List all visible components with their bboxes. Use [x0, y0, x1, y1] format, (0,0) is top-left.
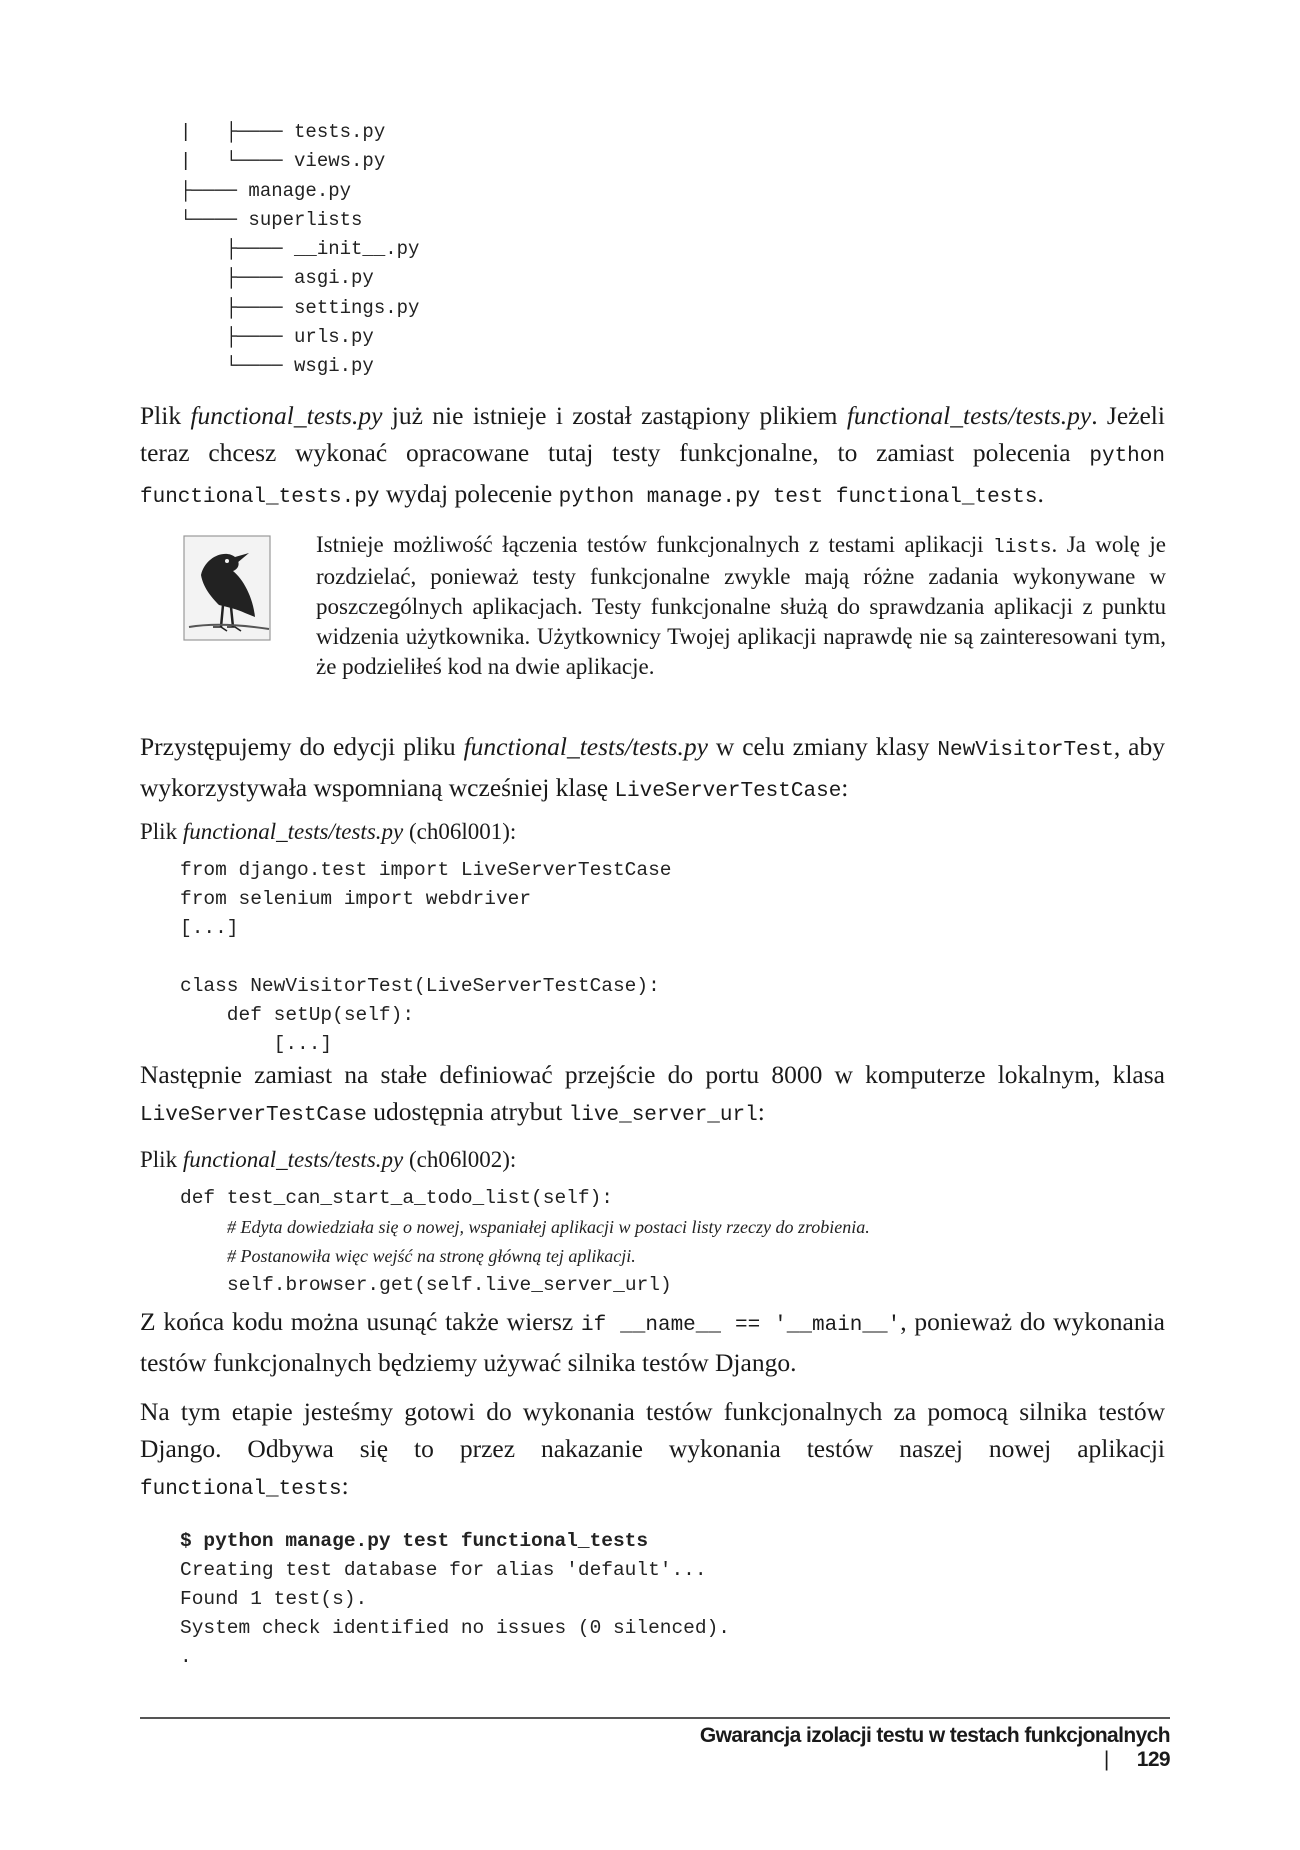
- code-line: [...]: [180, 917, 239, 939]
- code-caption: Plik functional_tests/tests.py (ch06l001):: [140, 819, 517, 844]
- paragraph-edit-tests: Przystępujemy do edycji pliku functional_tests/tests.py w celu zmiany klasy NewVisitorTest, aby wykorzystywała wspomnianą wcześniej klasę LiveServerTestCase:: [140, 732, 1165, 803]
- code-line: from django.test import LiveServerTestCase: [180, 859, 672, 881]
- terminal-output: [180, 1527, 730, 1672]
- inline-code: if __name__ == '__main__': [580, 1314, 901, 1337]
- inline-code: LiveServerTestCase: [140, 1104, 367, 1127]
- terminal-command: $ python manage.py test functional_tests: [180, 1530, 649, 1552]
- inline-code: lists: [993, 536, 1052, 558]
- footer-rule: [140, 1717, 1170, 1719]
- inline-code: python functional_tests.py: [140, 445, 1165, 509]
- paragraph-run-tests: Na tym etapie jesteśmy gotowi do wykonania testów funkcjonalnych za pomocą silnika testów Django. Odbywa się to przez nakazanie wykonania testów naszej nowej aplikacji functional_tests:: [140, 1397, 1165, 1501]
- tree-line: ├──── urls.py: [180, 326, 374, 349]
- paragraph-remove-main: Z końca kodu można usunąć także wiersz if __name__ == '__main__', ponieważ do wykonania testów funkcjonalnych będziemy używać silnika testów Django.: [140, 1307, 1165, 1377]
- filename: functional_tests/tests.py: [182, 819, 404, 844]
- code-caption: Plik functional_tests/tests.py (ch06l002):: [140, 1147, 517, 1172]
- tree-line: ├──── manage.py: [180, 179, 352, 202]
- tree-line: └──── wsgi.py: [180, 355, 374, 378]
- code-block-ch06l001: [180, 856, 671, 1059]
- filename: functional_tests.py: [190, 401, 383, 430]
- page-number: 129: [1136, 1748, 1170, 1771]
- code-line: [...]: [180, 1033, 333, 1055]
- filename: functional_tests/tests.py: [846, 401, 1092, 430]
- inline-code: live_server_url: [568, 1104, 758, 1127]
- tree-line: ├──── settings.py: [180, 296, 420, 319]
- terminal-line: System check identified no issues (0 silenced).: [180, 1617, 730, 1639]
- paragraph-live-server-url: Następnie zamiast na stałe definiować przejście do portu 8000 w komputerze lokalnym, klasa LiveServerTestCase udostępnia atrybut live_server_url:: [140, 1060, 1165, 1127]
- footer-separator: |: [1103, 1748, 1109, 1771]
- inline-code: NewVisitorTest: [937, 739, 1114, 762]
- filename: functional_tests/tests.py: [463, 732, 708, 761]
- paragraph-functional-tests-moved: Plik functional_tests.py już nie istnieje i został zastąpiony plikiem functional_tests/tests.py. Jeżeli teraz chcesz wykonać opracowane tutaj testy funkcjonalne, to zamiast polecenia python functional_tests.py wydaj polecenie python manage.py test functional_tests.: [140, 401, 1165, 509]
- code-line: self.browser.get(self.live_server_url): [227, 1274, 672, 1296]
- terminal-line: .: [180, 1646, 192, 1668]
- filename: functional_tests/tests.py: [182, 1147, 404, 1172]
- note-text: Istnieje możliwość łączenia testów funkcjonalnych z testami aplikacji lists. Ja wolę je rozdzielać, ponieważ testy funkcjonalne zwykle mają różne zadania wykonywane w poszczególnych aplikacjach. Testy funkcjonalne służą do sprawdzania aplikacji z punktu widzenia użytkownika. Użytkownicy Twojej aplikacji naprawdę nie są zainteresowani tym, że podzieliłeś kod na dwie aplikacje.: [316, 532, 1167, 679]
- code-comment: # Edyta dowiedziała się o nowej, wspaniałej aplikacji w postaci listy rzeczy do zrobienia.: [227, 1217, 870, 1237]
- code-line: def test_can_start_a_todo_list(self):: [180, 1187, 613, 1209]
- inline-code: python manage.py test functional_tests: [558, 486, 1038, 509]
- terminal-line: Creating test database for alias 'default'...: [180, 1559, 707, 1581]
- directory-tree: [180, 118, 419, 382]
- terminal-line: Found 1 test(s).: [180, 1588, 368, 1610]
- tree-line: └──── superlists: [180, 208, 363, 231]
- tree-line: ├──── asgi.py: [180, 267, 374, 290]
- code-line: [180, 943, 671, 972]
- tree-line: ├──── __init__.py: [180, 238, 420, 261]
- code-line: class NewVisitorTest(LiveServerTestCase):: [180, 975, 660, 997]
- inline-code: LiveServerTestCase: [614, 780, 842, 803]
- tree-line: | ├──── tests.py: [180, 121, 386, 143]
- running-title: Gwarancja izolacji testu w testach funkcjonalnych: [699, 1724, 1170, 1747]
- page-footer: [640, 1724, 1170, 1772]
- code-line: def setUp(self):: [180, 1004, 415, 1026]
- tree-line: | └──── views.py: [180, 150, 386, 173]
- code-line: from selenium import webdriver: [180, 888, 532, 910]
- inline-code: functional_tests: [140, 1478, 342, 1501]
- raven-note-icon: [183, 535, 273, 643]
- code-block-ch06l002: [180, 1184, 870, 1300]
- code-comment: # Postanowiła więc wejść na stronę główną tej aplikacji.: [227, 1246, 636, 1266]
